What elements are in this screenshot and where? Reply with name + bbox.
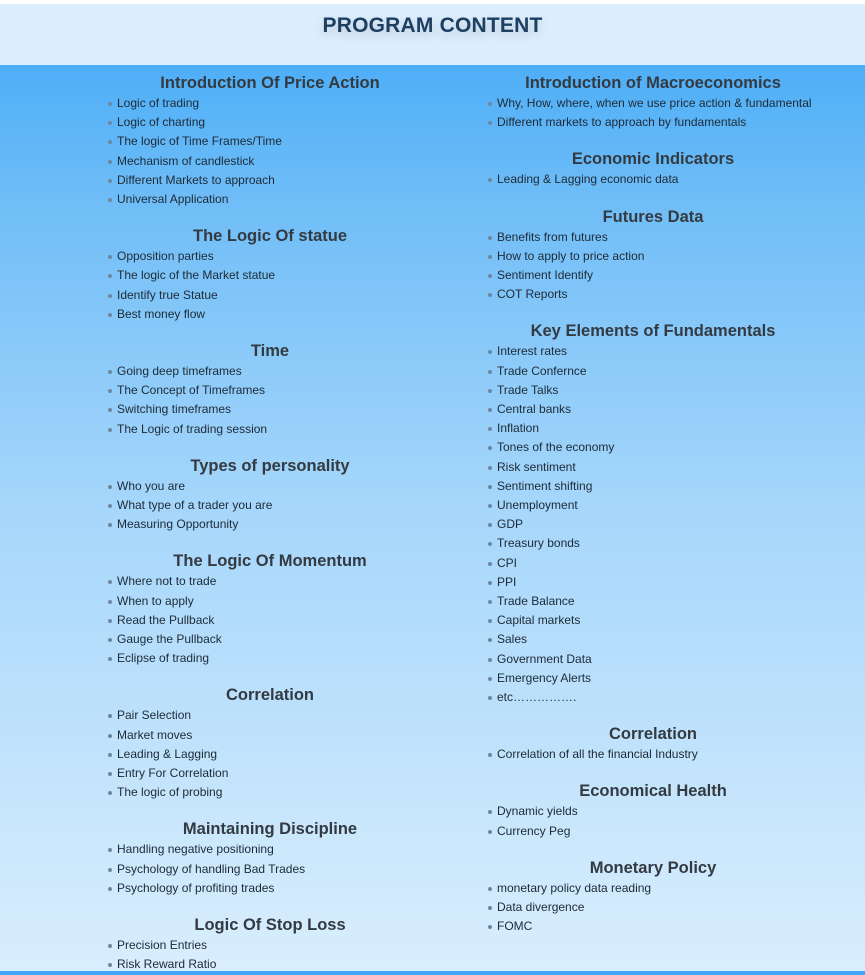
left-column	[108, 73, 433, 975]
topic-item: The Logic of trading session	[108, 420, 433, 439]
topic-item: Different markets to approach by fundamentals	[488, 113, 818, 132]
topic-item: Central banks	[488, 400, 818, 419]
course-section	[108, 341, 433, 439]
topic-item: Benefits from futures	[488, 228, 818, 247]
topic-item: Market moves	[108, 726, 433, 745]
topic-item: Opposition parties	[108, 247, 433, 266]
topic-item: PPI	[488, 573, 818, 592]
topic-item: Psychology of profiting trades	[108, 879, 433, 898]
topic-list	[108, 362, 433, 439]
course-section	[108, 73, 433, 209]
course-section	[488, 858, 818, 937]
topic-list	[108, 94, 433, 209]
topic-item: Inflation	[488, 419, 818, 438]
topic-list	[488, 342, 818, 707]
topic-item: Who you are	[108, 477, 433, 496]
topic-item: Where not to trade	[108, 572, 433, 591]
topic-item: Emergency Alerts	[488, 669, 818, 688]
course-section	[488, 781, 818, 840]
course-section	[488, 73, 818, 132]
topic-item: Measuring Opportunity	[108, 515, 433, 534]
right-column	[488, 73, 818, 937]
topic-list	[488, 879, 818, 937]
topic-item: Currency Peg	[488, 822, 818, 841]
section-title: The Logic Of Momentum	[173, 552, 367, 571]
section-gap	[108, 898, 433, 915]
topic-item: Dynamic yields	[488, 802, 818, 821]
section-title: Introduction Of Price Action	[160, 74, 380, 92]
topic-item: FOMC	[488, 917, 818, 936]
section-title: Maintaining Discipline	[182, 820, 358, 839]
topic-item: Unemployment	[488, 496, 818, 515]
course-section	[108, 226, 433, 324]
topic-item: Precision Entries	[108, 936, 433, 955]
topic-item: Logic of trading	[108, 94, 433, 113]
topic-item: Pair Selection	[108, 706, 433, 725]
topic-item: Trade Balance	[488, 592, 818, 611]
topic-item: The logic of Time Frames/Time	[108, 132, 433, 151]
section-gap	[488, 707, 818, 724]
topic-item: Interest rates	[488, 342, 818, 361]
topic-list	[488, 170, 818, 189]
section-gap	[108, 439, 433, 456]
topic-item: CPI	[488, 554, 818, 573]
topic-item: The logic of probing	[108, 783, 433, 802]
section-title: Time	[250, 342, 290, 361]
section-title: Introduction of Macroeconomics	[525, 74, 781, 92]
topic-list	[108, 477, 433, 535]
topic-item: Gauge the Pullback	[108, 630, 433, 649]
course-section	[108, 456, 433, 535]
topic-item: COT Reports	[488, 285, 818, 304]
topic-list	[108, 840, 433, 898]
topic-item: Sentiment Identify	[488, 266, 818, 285]
section-gap	[488, 190, 818, 207]
section-title: Correlation	[608, 725, 697, 744]
topic-item: What type of a trader you are	[108, 496, 433, 515]
topic-item: Eclipse of trading	[108, 649, 433, 668]
topic-item: Risk Reward Ratio	[108, 955, 433, 974]
topic-item: monetary policy data reading	[488, 879, 818, 898]
topic-item: Leading & Lagging	[108, 745, 433, 764]
section-title: Monetary Policy	[589, 858, 717, 877]
course-section	[488, 321, 818, 707]
topic-list	[488, 94, 818, 132]
section-title: Correlation	[225, 686, 314, 705]
topic-item: Data divergence	[488, 898, 818, 917]
section-title: Types of personality	[190, 456, 350, 475]
topic-item: Best money flow	[108, 305, 433, 324]
section-title: Key Elements of Fundamentals	[530, 322, 776, 341]
topic-item: GDP	[488, 515, 818, 534]
topic-item: Government Data	[488, 650, 818, 669]
topic-item: Handling negative positioning	[108, 840, 433, 859]
section-gap	[108, 802, 433, 819]
topic-item: Leading & Lagging economic data	[488, 170, 818, 189]
topic-item: Why, How, where, when we use price action & fundamental	[488, 94, 818, 113]
topic-list	[108, 247, 433, 324]
topic-item: Sentiment shifting	[488, 477, 818, 496]
topic-list	[108, 572, 433, 668]
topic-list	[488, 802, 818, 840]
course-section	[108, 551, 433, 668]
topic-list	[108, 706, 433, 802]
topic-item: Tones of the economy	[488, 438, 818, 457]
topic-item: Going deep timeframes	[108, 362, 433, 381]
course-section	[108, 685, 433, 802]
topic-item: etc…………….	[488, 688, 818, 707]
section-gap	[108, 668, 433, 685]
topic-item: The logic of the Market statue	[108, 266, 433, 285]
topic-list	[488, 745, 818, 764]
section-title: Futures Data	[602, 207, 704, 226]
page-title: PROGRAM CONTENT	[322, 14, 543, 37]
topic-item: The Concept of Timeframes	[108, 381, 433, 400]
topic-list	[488, 228, 818, 305]
section-gap	[108, 534, 433, 551]
section-gap	[488, 841, 818, 858]
section-gap	[488, 304, 818, 321]
section-title: Economic Indicators	[571, 150, 735, 169]
topic-item: When to apply	[108, 592, 433, 611]
topic-item: Entry For Correlation	[108, 764, 433, 783]
topic-item: Correlation of all the financial Industry	[488, 745, 818, 764]
course-section	[108, 915, 433, 974]
topic-list	[108, 936, 433, 974]
topic-item: Trade Talks	[488, 381, 818, 400]
topic-item: Different Markets to approach	[108, 171, 433, 190]
section-title: Economical Health	[579, 782, 727, 801]
topic-item: Identify true Statue	[108, 286, 433, 305]
topic-item: How to apply to price action	[488, 247, 818, 266]
topic-item: Psychology of handling Bad Trades	[108, 860, 433, 879]
course-section	[108, 819, 433, 898]
topic-item: Treasury bonds	[488, 534, 818, 553]
topic-item: Mechanism of candlestick	[108, 152, 433, 171]
course-section	[488, 207, 818, 305]
section-gap	[108, 324, 433, 341]
topic-item: Risk sentiment	[488, 458, 818, 477]
topic-item: Sales	[488, 630, 818, 649]
section-title: Logic Of Stop Loss	[194, 916, 346, 935]
section-gap	[488, 132, 818, 149]
topic-item: Trade Confernce	[488, 362, 818, 381]
topic-item: Read the Pullback	[108, 611, 433, 630]
section-title: The Logic Of statue	[192, 227, 347, 246]
course-section	[488, 149, 818, 189]
page-header	[0, 4, 865, 65]
topic-item: Logic of charting	[108, 113, 433, 132]
topic-item: Switching timeframes	[108, 400, 433, 419]
topic-item: Universal Application	[108, 190, 433, 209]
topic-item: Capital markets	[488, 611, 818, 630]
section-gap	[488, 764, 818, 781]
course-section	[488, 724, 818, 764]
section-gap	[108, 209, 433, 226]
